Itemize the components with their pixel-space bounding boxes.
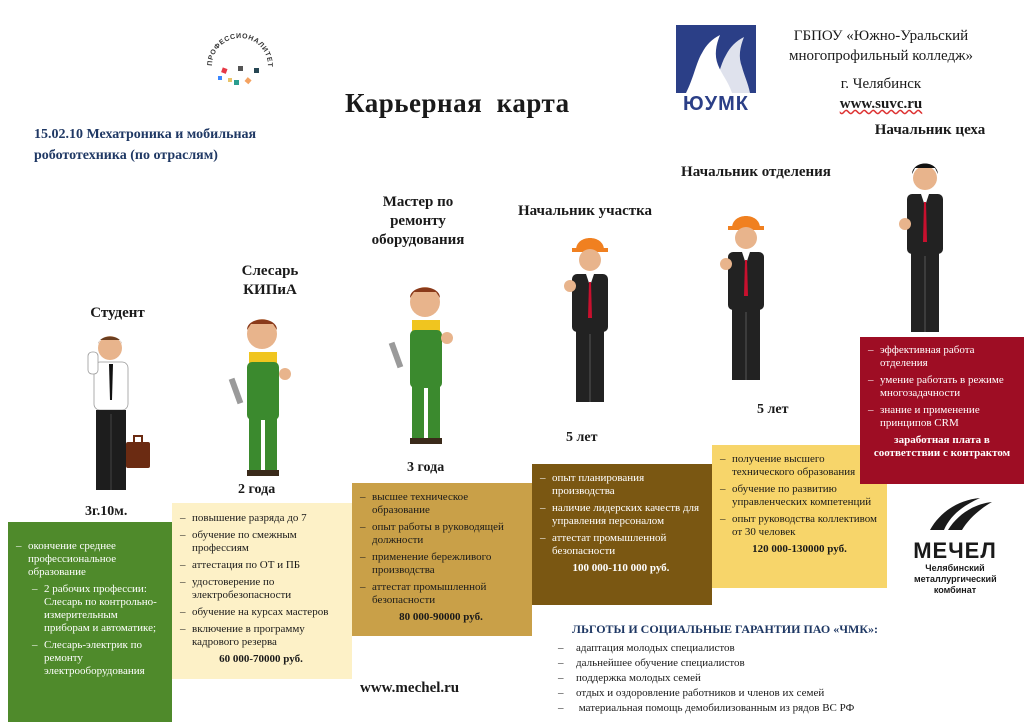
master-figure <box>385 280 460 445</box>
benefit-item: – дальнейшее обучение специалистов <box>558 656 958 671</box>
years-master: 3 года <box>407 460 445 475</box>
page-title: Карьерная карта <box>345 88 570 118</box>
step-box-section-head <box>532 464 712 605</box>
list-item: – обучение на курсах мастеров <box>178 606 344 619</box>
list-item: – включение в программу кадрового резерва <box>178 623 344 649</box>
college-info <box>766 26 996 114</box>
years-kipia: 2 года <box>238 482 276 497</box>
list-item: – аттестация по ОТ и ПБ <box>178 559 344 572</box>
list-item: – опыт руководства коллективом от 30 человек <box>718 513 881 539</box>
step-title-kipia: Слесарь КИПиА <box>241 263 299 298</box>
list-item: – наличие лидерских качеств для управления персоналом <box>538 502 704 528</box>
step-title-shop-head: Начальник цеха <box>874 122 986 138</box>
list-item: – умение работать в режиме многозадачности <box>866 374 1018 400</box>
benefit-item: – поддержка молодых семей <box>558 671 958 686</box>
mechel-emblem-icon <box>900 494 1010 534</box>
benefit-item: – материальная помощь демобилизованным из рядов ВС РФ <box>558 701 958 716</box>
years-department-head: 5 лет <box>757 402 789 417</box>
list-item: – Слесарь-электрик по ремонту электрооборудования <box>30 639 166 678</box>
mechel-website[interactable]: www.mechel.ru <box>360 680 460 696</box>
list-item: – обучение по смежным профессиям <box>178 529 344 555</box>
list-item: – эффективная работа отделения <box>866 344 1018 370</box>
mechel-logo-text: МЕЧЕЛ <box>913 538 997 563</box>
step-box-student <box>8 522 172 722</box>
step-box-shop-head <box>860 337 1024 484</box>
years-section-head: 5 лет <box>566 430 598 445</box>
benefit-item: – отдых и оздоровление работников и членов их семей <box>558 686 958 701</box>
step-title-section-head: Начальник участка <box>517 203 653 219</box>
college-name-line1: ГБПОУ «Южно-Уральский <box>793 28 969 44</box>
department-head-figure <box>718 208 788 388</box>
step-title-department-head: Начальник отделения <box>681 164 831 180</box>
step-title-master: Мастер по ремонту оборудования <box>371 194 465 248</box>
list-item: – опыт работы в руководящей должности <box>358 521 524 547</box>
list-item: – удостоверение по электробезопасности <box>178 576 344 602</box>
list-item: – знание и применение принципов CRM <box>866 404 1018 430</box>
benefits-section <box>558 622 958 716</box>
mechel-subtitle: Челябинский металлургический комбинат <box>914 563 997 595</box>
list-item: – опыт планирования производства <box>538 472 704 498</box>
step-box-master <box>352 483 532 636</box>
professionalitet-logo <box>200 22 280 102</box>
college-city: г. Челябинск <box>840 76 922 92</box>
list-item: – применение бережливого производства <box>358 551 524 577</box>
college-name-line2: многопрофильный колледж» <box>788 48 974 64</box>
list-item: – обучение по развитию управленческих компетенций <box>718 483 881 509</box>
yumk-logo <box>676 25 756 117</box>
student-figure <box>80 330 155 495</box>
step-box-kipia <box>172 503 352 679</box>
list-item: – повышение разряда до 7 <box>178 512 344 525</box>
list-item: – получение высшего технического образования <box>718 453 881 479</box>
list-item: – аттестат промышленной безопасности <box>358 581 524 607</box>
step-title-student: Студент <box>90 305 145 321</box>
svg-text:ПРОФЕССИОНАЛИТЕТ <box>207 33 273 68</box>
salary-master: 80 000-90000 руб. <box>399 611 483 623</box>
list-item: – высшее техническое образование <box>358 491 524 517</box>
shop-head-figure <box>895 158 965 338</box>
salary-shop-head: заработная плата в соответствии с контрактом <box>873 434 1011 459</box>
college-website[interactable]: www.suvc.ru <box>839 96 923 112</box>
mechel-logo <box>900 494 1010 594</box>
benefits-title: ЛЬГОТЫ И СОЦИАЛЬНЫЕ ГАРАНТИИ ПАО «ЧМК»: <box>572 622 879 636</box>
salary-department-head: 120 000-130000 руб. <box>752 543 847 555</box>
years-student: 3г.10м. <box>85 504 128 519</box>
professionalitet-text: ПРОФЕССИОНАЛИТЕТ <box>206 32 274 68</box>
salary-section-head: 100 000-110 000 руб. <box>572 562 670 574</box>
kipia-figure <box>225 312 300 477</box>
list-item: – окончение среднее профессиональное образование <box>14 540 166 579</box>
list-item: – аттестат промышленной безопасности <box>538 532 704 558</box>
salary-kipia: 60 000-70000 руб. <box>219 653 303 665</box>
yumk-logo-text: ЮУМК <box>683 93 749 115</box>
benefit-item: – адаптация молодых специалистов <box>558 641 958 656</box>
section-head-figure <box>560 230 630 410</box>
specialty-title: 15.02.10 Мехатроника и мобильная робототехника (по отраслям) <box>34 127 257 163</box>
list-item: – 2 рабочих профессии: Слесарь по контрольно-измерительным приборам и автоматике; <box>30 583 166 635</box>
